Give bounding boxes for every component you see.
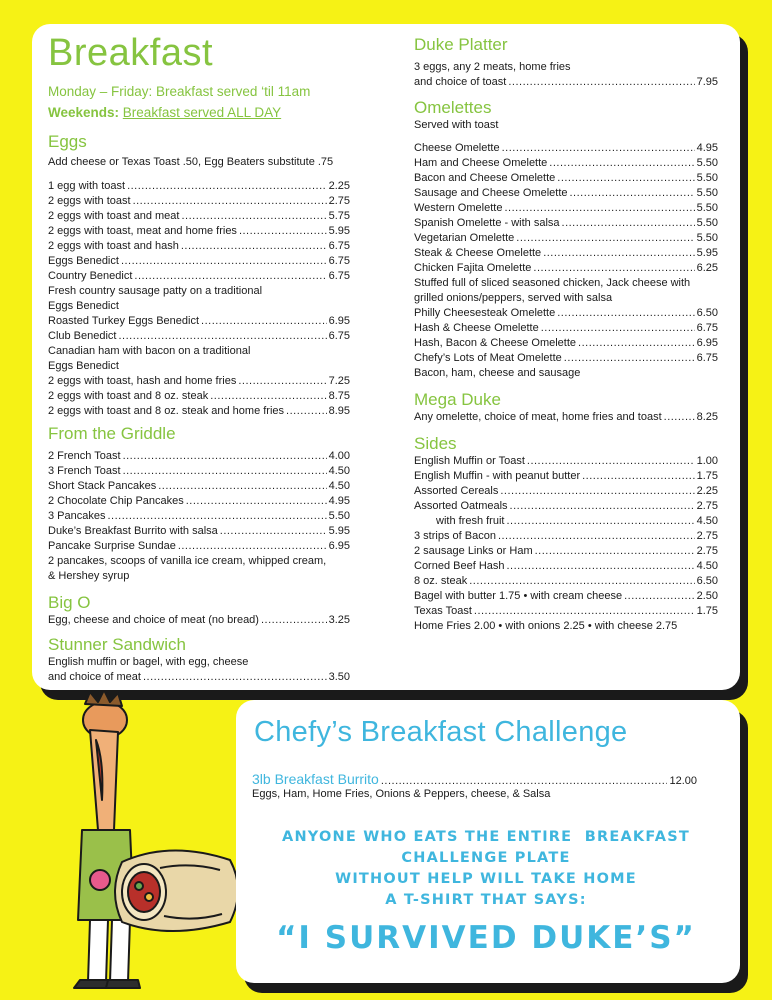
- dot-leader: [123, 449, 327, 464]
- menu-item-price: 5.50: [696, 157, 718, 169]
- breakfast-title: Breakfast: [48, 32, 214, 74]
- menu-item-label: Hash & Cheese Omelette: [414, 322, 539, 334]
- dot-leader: [107, 509, 326, 524]
- club-desc-2: Eggs Benedict: [48, 360, 119, 372]
- menu-item-price: 4.50: [328, 465, 350, 477]
- menu-item-row: [48, 374, 350, 389]
- menu-item-label: 3 French Toast: [48, 465, 121, 477]
- menu-item-price: 4.50: [696, 515, 718, 527]
- menu-item-price: 8.75: [328, 390, 350, 402]
- dot-leader: [624, 589, 695, 604]
- dot-leader: [261, 613, 327, 628]
- dot-leader: [178, 539, 327, 554]
- dot-leader: [527, 454, 695, 469]
- sides-list: [414, 454, 718, 619]
- menu-item-row: [48, 209, 350, 224]
- dot-leader: [238, 374, 326, 389]
- fajita-desc-2: grilled onions/peppers, served with salsa: [414, 292, 613, 304]
- menu-item-price: 1.00: [696, 455, 718, 467]
- menu-item-row: [414, 336, 718, 351]
- burrito-desc: Eggs, Ham, Home Fries, Onions & Peppers, cheese, & Salsa: [252, 788, 551, 800]
- dot-leader: [507, 559, 695, 574]
- menu-item-label: Assorted Cereals: [414, 485, 499, 497]
- menu-item-row: [48, 254, 350, 269]
- menu-item-label: Philly Cheesesteak Omelette: [414, 307, 556, 319]
- menu-item-row: [48, 509, 350, 524]
- menu-item-price: 7.25: [328, 375, 350, 387]
- menu-item-row: [48, 404, 350, 419]
- menu-item-label: 3 strips of Bacon: [414, 530, 496, 542]
- menu-item-price: 6.95: [328, 315, 350, 327]
- dot-leader: [381, 774, 668, 789]
- dot-leader: [516, 231, 694, 246]
- menu-item-price: 2.75: [696, 545, 718, 557]
- omelettes-note: Served with toast: [414, 119, 499, 131]
- menu-item-price: 5.50: [696, 232, 718, 244]
- eggs-list-2: [48, 314, 350, 344]
- dot-leader: [543, 246, 694, 261]
- dot-leader: [181, 239, 327, 254]
- home-fries-row: Home Fries 2.00 • with onions 2.25 • with cheese 2.75: [414, 620, 678, 632]
- menu-item-row: [414, 246, 718, 261]
- menu-item-price: 2.75: [696, 500, 718, 512]
- dot-leader: [578, 336, 695, 351]
- big-o-title: Big O: [48, 593, 91, 612]
- omelettes-title: Omelettes: [414, 98, 492, 117]
- menu-item-price: 2.25: [328, 180, 350, 192]
- menu-item-label: Texas Toast: [414, 605, 472, 617]
- dot-leader: [123, 464, 327, 479]
- menu-item-price: 5.50: [696, 202, 718, 214]
- promo-line-3: WITHOUT HELP WILL TAKE HOME: [335, 871, 637, 887]
- menu-item-row: [48, 524, 350, 539]
- sides-title: Sides: [414, 434, 457, 453]
- menu-item-label: Ham and Cheese Omelette: [414, 157, 548, 169]
- stunner-row: [48, 670, 350, 685]
- menu-item-label: 2 eggs with toast, hash and home fries: [48, 375, 237, 387]
- menu-item-price: 6.75: [696, 352, 718, 364]
- survived-slogan: “I SURVIVED DUKE’S”: [276, 920, 696, 956]
- menu-item-label: 2 eggs with toast: [48, 195, 131, 207]
- menu-item-row: [414, 351, 718, 366]
- menu-item-label: 2 sausage Links or Ham: [414, 545, 533, 557]
- menu-item-row: [48, 269, 350, 284]
- dot-leader: [143, 670, 327, 685]
- menu-item-price: 2.25: [696, 485, 718, 497]
- menu-item-price: 6.75: [328, 330, 350, 342]
- menu-item-price: 6.50: [696, 307, 718, 319]
- menu-item-row: [414, 216, 718, 231]
- menu-item-row: [414, 604, 718, 619]
- dot-leader: [210, 389, 326, 404]
- dot-leader: [562, 216, 695, 231]
- menu-item-price: 4.50: [696, 560, 718, 572]
- menu-item-row: [414, 469, 718, 484]
- burrito-label: 3lb Breakfast Burrito: [252, 771, 379, 787]
- menu-item-row: [414, 141, 718, 156]
- dot-leader: [570, 186, 695, 201]
- menu-item-price: 4.00: [328, 450, 350, 462]
- dot-leader: [158, 479, 326, 494]
- menu-item-label: with fresh fruit: [436, 515, 505, 527]
- menu-item-price: 5.50: [696, 187, 718, 199]
- dot-leader: [510, 499, 695, 514]
- stunner-title: Stunner Sandwich: [48, 635, 186, 654]
- menu-item-row: [48, 314, 350, 329]
- dot-leader: [127, 179, 327, 194]
- menu-item-label: Duke’s Breakfast Burrito with salsa: [48, 525, 218, 537]
- mega-duke-label: Any omelette, choice of meat, home fries and toast: [414, 411, 662, 423]
- dot-leader: [220, 524, 327, 539]
- burrito-price: 12.00: [669, 775, 697, 787]
- dot-leader: [119, 329, 327, 344]
- dot-leader: [557, 306, 694, 321]
- menu-item-price: 6.75: [328, 270, 350, 282]
- menu-item-row: [48, 464, 350, 479]
- griddle-list: [48, 449, 350, 554]
- menu-item-price: 6.95: [696, 337, 718, 349]
- chef-mascot-illustration: [60, 690, 250, 990]
- duke-platter-desc: 3 eggs, any 2 meats, home fries: [414, 61, 571, 73]
- menu-item-label: 2 eggs with toast and 8 oz. steak: [48, 390, 209, 402]
- menu-item-row: [48, 224, 350, 239]
- menu-item-price: 4.95: [328, 495, 350, 507]
- menu-item-row: [414, 454, 718, 469]
- menu-item-label: 2 eggs with toast and hash: [48, 240, 179, 252]
- menu-item-price: 6.75: [328, 255, 350, 267]
- menu-item-label: Bacon and Cheese Omelette: [414, 172, 556, 184]
- menu-item-label: Assorted Oatmeals: [414, 500, 508, 512]
- club-desc-1: Canadian ham with bacon on a traditional: [48, 345, 251, 357]
- country-desc-2: Eggs Benedict: [48, 300, 119, 312]
- stunner-price: 3.50: [328, 671, 350, 683]
- menu-item-row: [414, 574, 718, 589]
- duke-platter-price: 7.95: [696, 76, 718, 88]
- dot-leader: [504, 201, 694, 216]
- menu-item-price: 5.95: [696, 247, 718, 259]
- menu-item-price: 1.75: [696, 470, 718, 482]
- meat-desc: Bacon, ham, cheese and sausage: [414, 367, 581, 379]
- menu-item-label: Spanish Omelette - with salsa: [414, 217, 560, 229]
- hours-weekday: Monday – Friday: Breakfast served ‘til 11am: [48, 84, 311, 99]
- mega-duke-row: [414, 410, 718, 425]
- challenge-card: [236, 700, 740, 983]
- dot-leader: [535, 544, 695, 559]
- menu-item-label: Pancake Surprise Sundae: [48, 540, 176, 552]
- menu-item-price: 1.75: [696, 605, 718, 617]
- menu-item-label: Corned Beef Hash: [414, 560, 505, 572]
- left-column: [48, 24, 350, 685]
- dot-leader: [557, 171, 694, 186]
- dot-leader: [286, 404, 327, 419]
- menu-item-row: [414, 201, 718, 216]
- menu-item-label: Vegetarian Omelette: [414, 232, 515, 244]
- menu-item-label: Country Benedict: [48, 270, 133, 282]
- menu-item-price: 4.95: [696, 142, 718, 154]
- menu-item-label: Western Omelette: [414, 202, 503, 214]
- menu-item-label: 2 French Toast: [48, 450, 121, 462]
- promo-line-1: ANYONE WHO EATS THE ENTIRE BREAKFAST: [282, 829, 690, 845]
- menu-card: [32, 24, 740, 690]
- menu-item-row: [414, 589, 718, 604]
- sundae-desc-2: & Hershey syrup: [48, 570, 130, 582]
- dot-leader: [549, 156, 694, 171]
- menu-item-row: [414, 186, 718, 201]
- menu-item-price: 6.75: [328, 240, 350, 252]
- menu-item-label: Roasted Turkey Eggs Benedict: [48, 315, 200, 327]
- menu-item-label: English Muffin or Toast: [414, 455, 525, 467]
- menu-item-row: [48, 329, 350, 344]
- fajita-desc-1: Stuffed full of sliced seasoned chicken, Jack cheese with: [414, 277, 691, 289]
- menu-item-row: [48, 449, 350, 464]
- dot-leader: [508, 75, 694, 90]
- menu-item-row: [414, 231, 718, 246]
- menu-item-label: English Muffin - with peanut butter: [414, 470, 581, 482]
- challenge-title: Chefy’s Breakfast Challenge: [254, 716, 628, 748]
- dot-leader: [664, 410, 695, 425]
- menu-item-price: 8.95: [328, 405, 350, 417]
- menu-item-row: [414, 261, 718, 276]
- menu-item-price: 5.50: [328, 510, 350, 522]
- menu-item-label: 2 eggs with toast and 8 oz. steak and home fries: [48, 405, 285, 417]
- country-desc-1: Fresh country sausage patty on a traditional: [48, 285, 263, 297]
- menu-item-row: [414, 559, 718, 574]
- menu-item-row: [414, 321, 718, 336]
- menu-item-price: 6.25: [696, 262, 718, 274]
- menu-item-label: 3 Pancakes: [48, 510, 106, 522]
- menu-item-price: 6.50: [696, 575, 718, 587]
- burrito-illustration: [115, 850, 238, 931]
- dot-leader: [541, 321, 695, 336]
- big-o-price: 3.25: [328, 614, 350, 626]
- menu-item-row: [48, 539, 350, 554]
- weekends-label: Weekends:: [48, 105, 120, 120]
- dot-leader: [186, 494, 327, 509]
- burrito-row: [252, 772, 697, 789]
- promo-line-2: CHALLENGE PLATE: [401, 850, 571, 866]
- big-o-label: Egg, cheese and choice of meat (no bread): [48, 614, 259, 626]
- hours-weekend: [48, 102, 350, 123]
- menu-item-label: Steak & Cheese Omelette: [414, 247, 542, 259]
- big-o-row: [48, 613, 350, 628]
- dot-leader: [502, 141, 695, 156]
- menu-item-label: Sausage and Cheese Omelette: [414, 187, 568, 199]
- menu-item-label: Eggs Benedict: [48, 255, 119, 267]
- menu-item-row: [414, 156, 718, 171]
- dot-leader: [582, 469, 694, 484]
- menu-item-label: 8 oz. steak: [414, 575, 468, 587]
- menu-item-row: [414, 171, 718, 186]
- menu-item-label: Bagel with butter 1.75 • with cream cheese: [414, 590, 623, 602]
- right-column: [414, 24, 718, 634]
- dot-leader: [133, 194, 327, 209]
- menu-item-price: 6.75: [696, 322, 718, 334]
- mega-duke-title: Mega Duke: [414, 390, 501, 409]
- weekends-text: Breakfast served ALL DAY: [122, 105, 282, 120]
- menu-item-row: [48, 194, 350, 209]
- menu-item-price: 2.75: [696, 530, 718, 542]
- menu-item-price: 2.50: [696, 590, 718, 602]
- dot-leader: [239, 224, 327, 239]
- dot-leader: [201, 314, 327, 329]
- eggs-list: [48, 179, 350, 284]
- menu-item-label: 1 egg with toast: [48, 180, 126, 192]
- menu-item-price: 2.75: [328, 195, 350, 207]
- stunner-desc: English muffin or bagel, with egg, cheese: [48, 656, 249, 668]
- promo-line-4: A T-SHIRT THAT SAYS:: [385, 892, 587, 908]
- menu-item-label: Chefy’s Lots of Meat Omelette: [414, 352, 562, 364]
- menu-item-price: 5.50: [696, 217, 718, 229]
- duke-platter-title: Duke Platter: [414, 35, 508, 54]
- duke-platter-label: and choice of toast: [414, 76, 507, 88]
- menu-item-row: [48, 494, 350, 509]
- menu-item-label: 2 Chocolate Chip Pancakes: [48, 495, 184, 507]
- stunner-label: and choice of meat: [48, 671, 141, 683]
- menu-item-label: 2 eggs with toast, meat and home fries: [48, 225, 237, 237]
- menu-item-price: 5.75: [328, 210, 350, 222]
- menu-item-row: [414, 514, 718, 529]
- eggs-title: Eggs: [48, 132, 87, 151]
- menu-item-row: [48, 389, 350, 404]
- menu-item-row: [48, 479, 350, 494]
- dot-leader: [469, 574, 694, 589]
- menu-item-label: Short Stack Pancakes: [48, 480, 157, 492]
- menu-item-price: 5.50: [696, 172, 718, 184]
- dot-leader: [500, 484, 694, 499]
- menu-item-row: [48, 239, 350, 254]
- griddle-title: From the Griddle: [48, 424, 176, 443]
- dot-leader: [564, 351, 695, 366]
- menu-item-row: [414, 306, 718, 321]
- menu-item-row: [414, 484, 718, 499]
- dot-leader: [181, 209, 326, 224]
- sundae-desc-1: 2 pancakes, scoops of vanilla ice cream, whipped cream,: [48, 555, 327, 567]
- dot-leader: [474, 604, 695, 619]
- menu-item-price: 5.95: [328, 525, 350, 537]
- eggs-note: Add cheese or Texas Toast .50, Egg Beaters substitute .75: [48, 156, 334, 168]
- menu-item-row: [48, 179, 350, 194]
- menu-item-row: [414, 529, 718, 544]
- eggs-list-3: [48, 374, 350, 419]
- menu-item-price: 6.95: [328, 540, 350, 552]
- mega-duke-price: 8.25: [696, 411, 718, 423]
- dot-leader: [498, 529, 695, 544]
- dot-leader: [506, 514, 694, 529]
- mascot-body: [74, 690, 140, 988]
- menu-item-label: Cheese Omelette: [414, 142, 500, 154]
- omelettes-list: [414, 141, 718, 276]
- menu-item-price: 4.50: [328, 480, 350, 492]
- menu-item-label: Chicken Fajita Omelette: [414, 262, 532, 274]
- challenge-promo: [246, 827, 726, 911]
- dot-leader: [121, 254, 327, 269]
- duke-platter-row: [414, 75, 718, 90]
- menu-item-label: 2 eggs with toast and meat: [48, 210, 180, 222]
- omelettes-list-2: [414, 306, 718, 366]
- menu-item-row: [414, 499, 718, 514]
- dot-leader: [533, 261, 694, 276]
- menu-item-row: [414, 544, 718, 559]
- menu-item-label: Hash, Bacon & Cheese Omelette: [414, 337, 577, 349]
- dot-leader: [134, 269, 326, 284]
- menu-item-label: Club Benedict: [48, 330, 117, 342]
- menu-item-price: 5.95: [328, 225, 350, 237]
